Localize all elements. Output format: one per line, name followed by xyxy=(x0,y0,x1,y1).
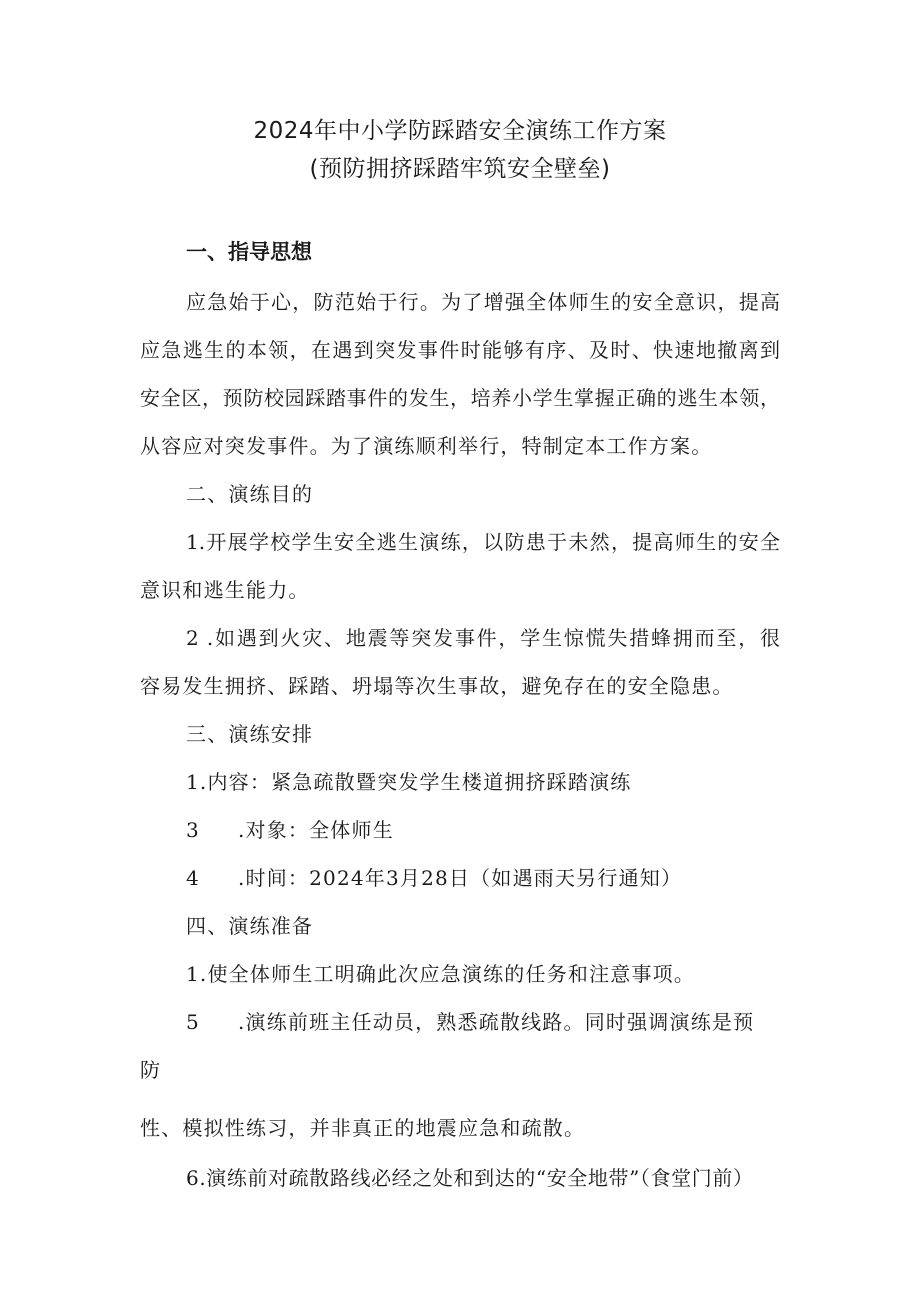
paragraph-line: 安全区，预防校园踩踏事件的发生，培养小学生掌握正确的逃生本领， xyxy=(140,386,780,410)
section-heading-4: 四、演练准备 xyxy=(186,914,314,938)
list-item-line: 6.演练前对疏散路线必经之处和到达的“安全地带”（食堂门前） xyxy=(186,1166,754,1190)
section-heading-2: 二、演练目的 xyxy=(186,482,314,506)
list-item-line: 意识和逃生能力。 xyxy=(140,578,310,602)
list-text: .时间：2024年3月28日（如遇雨天另行通知） xyxy=(237,866,683,890)
list-number: 5 xyxy=(186,1010,200,1034)
list-item-line: 容易发生拥挤、踩踏、坍塌等次生事故，避免存在的安全隐患。 xyxy=(140,674,734,698)
section-heading-1: 一、指导思想 xyxy=(186,240,312,264)
list-number: 3 xyxy=(186,818,200,842)
paragraph-line: 应急始于心，防范始于行。为了增强全体师生的安全意识，提高 xyxy=(186,290,780,314)
list-item-line: 性、模拟性练习，并非真正的地震应急和疏散。 xyxy=(140,1116,586,1140)
list-item-line xyxy=(186,814,394,843)
list-text: .演练前班主任动员，熟悉疏散线路。同时强调演练是预 xyxy=(237,1010,755,1034)
doc-subtitle: (预防拥挤踩踏牢筑安全壁垒) xyxy=(309,156,611,182)
list-item-line: 1.开展学校学生安全逃生演练，以防患于未然，提高师生的安全 xyxy=(186,530,780,554)
paragraph-line: 从容应对突发事件。为了演练顺利举行，特制定本工作方案。 xyxy=(140,434,713,458)
list-item-line: 1.内容：紧急疏散暨突发学生楼道拥挤踩踏演练 xyxy=(186,770,632,794)
doc-title: 2024年中小学防踩踏安全演练工作方案 xyxy=(253,118,667,144)
section-heading-3: 三、演练安排 xyxy=(186,722,314,746)
list-text: .对象：全体师生 xyxy=(237,818,394,842)
list-item-line xyxy=(186,862,682,891)
list-item-line: 2 .如遇到火灾、地震等突发事件，学生惊慌失措蜂拥而至，很 xyxy=(186,626,780,650)
list-item-line: 1.使全体师生工明确此次应急演练的任务和注意事项。 xyxy=(186,962,696,986)
list-item-line xyxy=(186,1006,754,1035)
list-item-line: 防 xyxy=(140,1058,162,1082)
paragraph-line: 应急逃生的本领，在遇到突发事件时能够有序、及时、快速地撤离到 xyxy=(140,338,780,362)
list-number: 4 xyxy=(186,866,200,890)
